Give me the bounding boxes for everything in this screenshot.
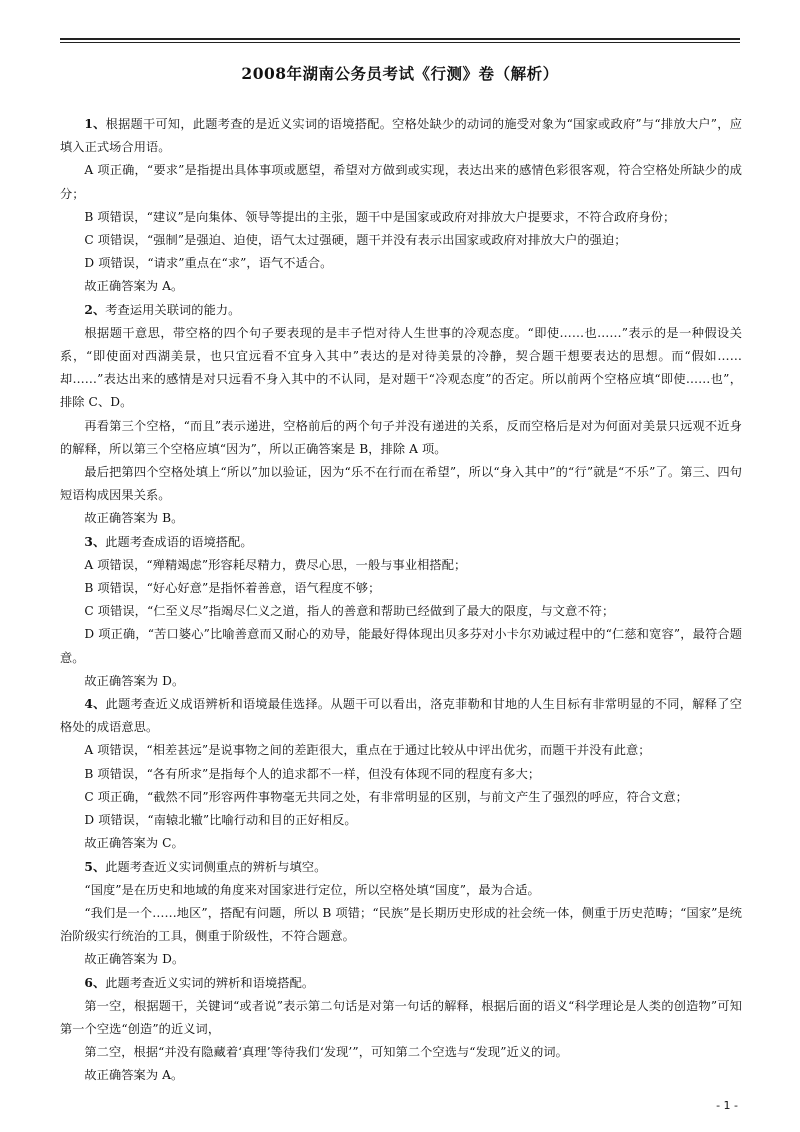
paragraph: D 项错误，“请求”重点在“求”，语气不适合。 — [84, 256, 333, 271]
paragraph: C 项错误，“仁至义尽”指竭尽仁义之道，指人的善意和帮助已经做到了最大的限度，与文意不符； — [84, 604, 615, 619]
answer-line: 故正确答案为 B。 — [84, 511, 184, 526]
paragraph: A 项错误，“殚精竭虑”形容耗尽精力，费尽心思，一般与事业相搭配； — [84, 557, 467, 572]
paragraph: D 项错误，“南辕北辙”比喻行动和目的正好相反。 — [84, 813, 357, 828]
answer-line: 故正确答案为 C。 — [84, 836, 184, 851]
paragraph: C 项正确，“截然不同”形容两件事物毫无共同之处，有非常明显的区别，与前文产生了强烈的呼应，符合文意； — [84, 789, 688, 804]
paragraph: 最后把第四个空格处填上“所以”加以验证，因为“乐不在行而在希望”，所以“身入其中”的“行”就是“不乐”了。第三、四句短语构成因果关系。 — [60, 465, 742, 503]
header-rule-thick — [60, 38, 740, 40]
paragraph: 再看第三个空格，“而且”表示递进，空格前后的两个句子并没有递进的关系，反而空格后是对为何面对美景只远观不近身的解释，所以第三个空格应填“因为”，所以正确答案是 B，排除 A 项。 — [60, 418, 742, 456]
paragraph: A 项错误，“相差甚远”是说事物之间的差距很大，重点在于通过比较从中评出优劣，而题干并没有此意； — [84, 743, 651, 758]
answer-line: 故正确答案为 D。 — [84, 673, 185, 688]
paragraph: “我们是一个……地区”，搭配有问题，所以 B 项错；“民族”是长期历史形成的社会统一体，侧重于历史范畴；“国家”是统治阶级实行统治的工具，侧重于阶级性，不符合题意。 — [60, 905, 742, 944]
answer-line: 故正确答案为 A。 — [84, 1068, 184, 1083]
paragraph: D 项正确，“苦口婆心”比喻善意而又耐心的劝导，能最好得体现出贝多芬对小卡尔劝诫过程中的“仁慈和宽容”，最符合题意。 — [60, 627, 742, 665]
question-3-heading: 3、此题考查成语的语境搭配。 — [84, 534, 253, 549]
answer-line: 故正确答案为 A。 — [84, 279, 184, 294]
paragraph: 第二空，根据“并没有隐藏着‘真理’等待我们‘发现’”，可知第二个空选与“发现”近义的词。 — [84, 1045, 568, 1060]
question-5-heading: 5、此题考查近义实词侧重点的辨析与填空。 — [84, 859, 327, 874]
header-rule-thin — [60, 42, 740, 43]
paragraph: 第一空，根据题干，关键词“或者说”表示第二句话是对第一句话的解释，根据后面的语义“科学理论是人类的创造物”可知第一个空选“创造”的近义词， — [60, 998, 742, 1036]
paragraph: C 项错误，“强制”是强迫、迫使，语气太过强硬，题干并没有表示出国家或政府对排放大户的强迫； — [84, 233, 627, 248]
paragraph: 根据题干意思，带空格的四个句子要表现的是丰子恺对待人生世事的冷观态度。“即使……也……”表示的是一种假设关系，“即使面对西湖美景，也只宜远看不宜身入其中”表达的是对待美景的冷静，契合题干想要表达的思想。而“假如……却……”表达出来的感情是对只远看不身入其中的不认同，是对题干“冷观态度”的否定。所以前两个空格应填“即使……也”，排除 C、D。 — [60, 325, 742, 410]
question-2-heading: 2、考查运用关联词的能力。 — [84, 302, 241, 317]
answer-line: 故正确答案为 D。 — [84, 952, 185, 967]
paragraph: B 项错误，“建议”是向集体、领导等提出的主张，题干中是国家或政府对排放大户提要求，不符合政府身份； — [84, 209, 676, 224]
paragraph: B 项错误，“好心好意”是指怀着善意，语气程度不够； — [84, 581, 381, 596]
question-4-heading: 4、此题考查近义成语辨析和语境最佳选择。从题干可以看出，洛克菲勒和甘地的人生目标有非常明显的不同，解释了空格处的成语意思。 — [60, 697, 742, 735]
document-title: 2008年湖南公务员考试《行测》卷（解析） — [241, 64, 559, 83]
paragraph: A 项正确，“要求”是指提出具体事项或愿望，希望对方做到或实现，表达出来的感情色彩很客观，符合空格处所缺少的成分； — [60, 163, 742, 201]
document-body — [60, 113, 742, 1088]
question-6-heading: 6、此题考查近义实词的辨析和语境搭配。 — [84, 975, 315, 990]
page-number: - 1 - — [716, 1099, 738, 1112]
question-1-heading: 1、根据题干可知，此题考查的是近义实词的语境搭配。空格处缺少的动词的施受对象为“国家或政府”与“排放大户”，应填入正式场合用语。 — [60, 117, 742, 155]
paragraph: B 项错误，“各有所求”是指每个人的追求都不一样，但没有体现不同的程度有多大； — [84, 766, 541, 781]
paragraph: “国度”是在历史和地域的角度来对国家进行定位，所以空格处填“国度”，最为合适。 — [84, 882, 540, 897]
